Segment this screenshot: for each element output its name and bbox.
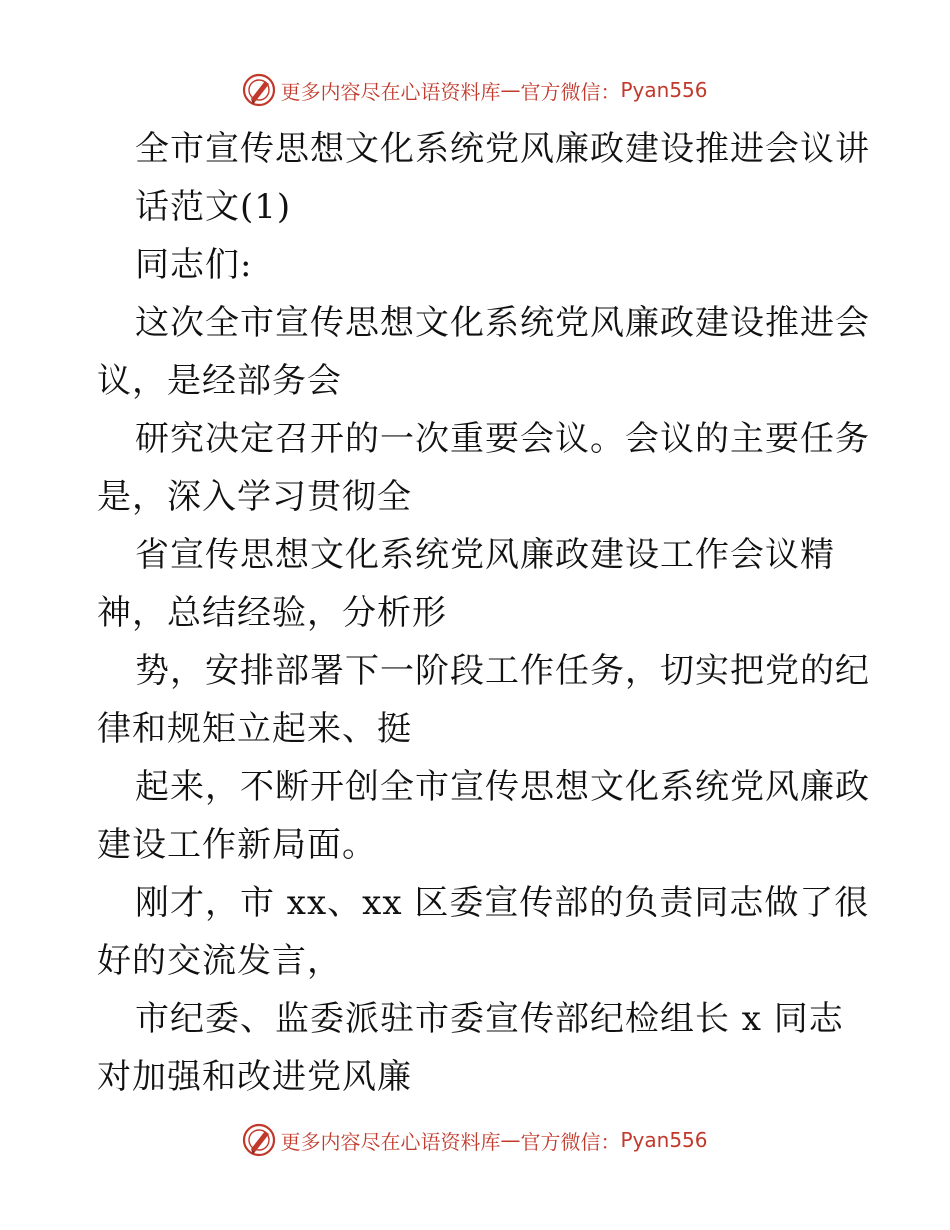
paragraph-line: 刚才，市 xx、xx 区委宣传部的负责同志做了很 xyxy=(135,883,870,923)
watermark-wechat-label: 官方微信： xyxy=(520,1129,621,1154)
paragraph-line: 好的交流发言， xyxy=(97,941,342,981)
salutation: 同志们: xyxy=(135,245,253,285)
paragraph-line: 这次全市宣传思想文化系统党风廉政建设推进会 xyxy=(135,303,870,343)
watermark-separator: — xyxy=(500,78,521,102)
watermark-account: Pyan556 xyxy=(620,78,708,102)
paragraph-line: 对加强和改进党风廉 xyxy=(97,1057,412,1097)
paragraph-line: 市纪委、监委派驻市委宣传部纪检组长 x 同志 xyxy=(135,999,844,1039)
document-title-line-1: 全市宣传思想文化系统党风廉政建设推进会议讲 xyxy=(135,129,870,169)
paragraph-line: 议，是经部务会 xyxy=(97,361,342,401)
watermark-account: Pyan556 xyxy=(620,1128,708,1152)
paragraph-line: 神，总结经验，分析形 xyxy=(97,593,447,633)
pen-in-circle-logo-icon xyxy=(242,1123,276,1157)
document-title-line-2: 话范文(1) xyxy=(135,187,292,227)
paragraph-line: 势，安排部署下一阶段工作任务，切实把党的纪 xyxy=(135,651,870,691)
watermark-banner-bottom xyxy=(0,1122,950,1158)
pen-in-circle-logo-icon xyxy=(242,73,276,107)
paragraph-line: 研究决定召开的一次重要会议。会议的主要任务 xyxy=(135,419,870,459)
watermark-brand: 更多内容尽在心语资料库 xyxy=(280,1129,501,1154)
watermark-brand: 更多内容尽在心语资料库 xyxy=(280,79,501,104)
paragraph-line: 律和规矩立起来、挺 xyxy=(97,709,412,749)
paragraph-line: 省宣传思想文化系统党风廉政建设工作会议精 xyxy=(135,535,835,575)
paragraph-line: 是，深入学习贯彻全 xyxy=(97,477,412,517)
watermark-wechat-label: 官方微信： xyxy=(520,79,621,104)
watermark-banner-top xyxy=(0,72,950,108)
watermark-separator: — xyxy=(500,1128,521,1152)
paragraph-line: 建设工作新局面。 xyxy=(97,825,377,865)
paragraph-line: 起来，不断开创全市宣传思想文化系统党风廉政 xyxy=(135,767,870,807)
